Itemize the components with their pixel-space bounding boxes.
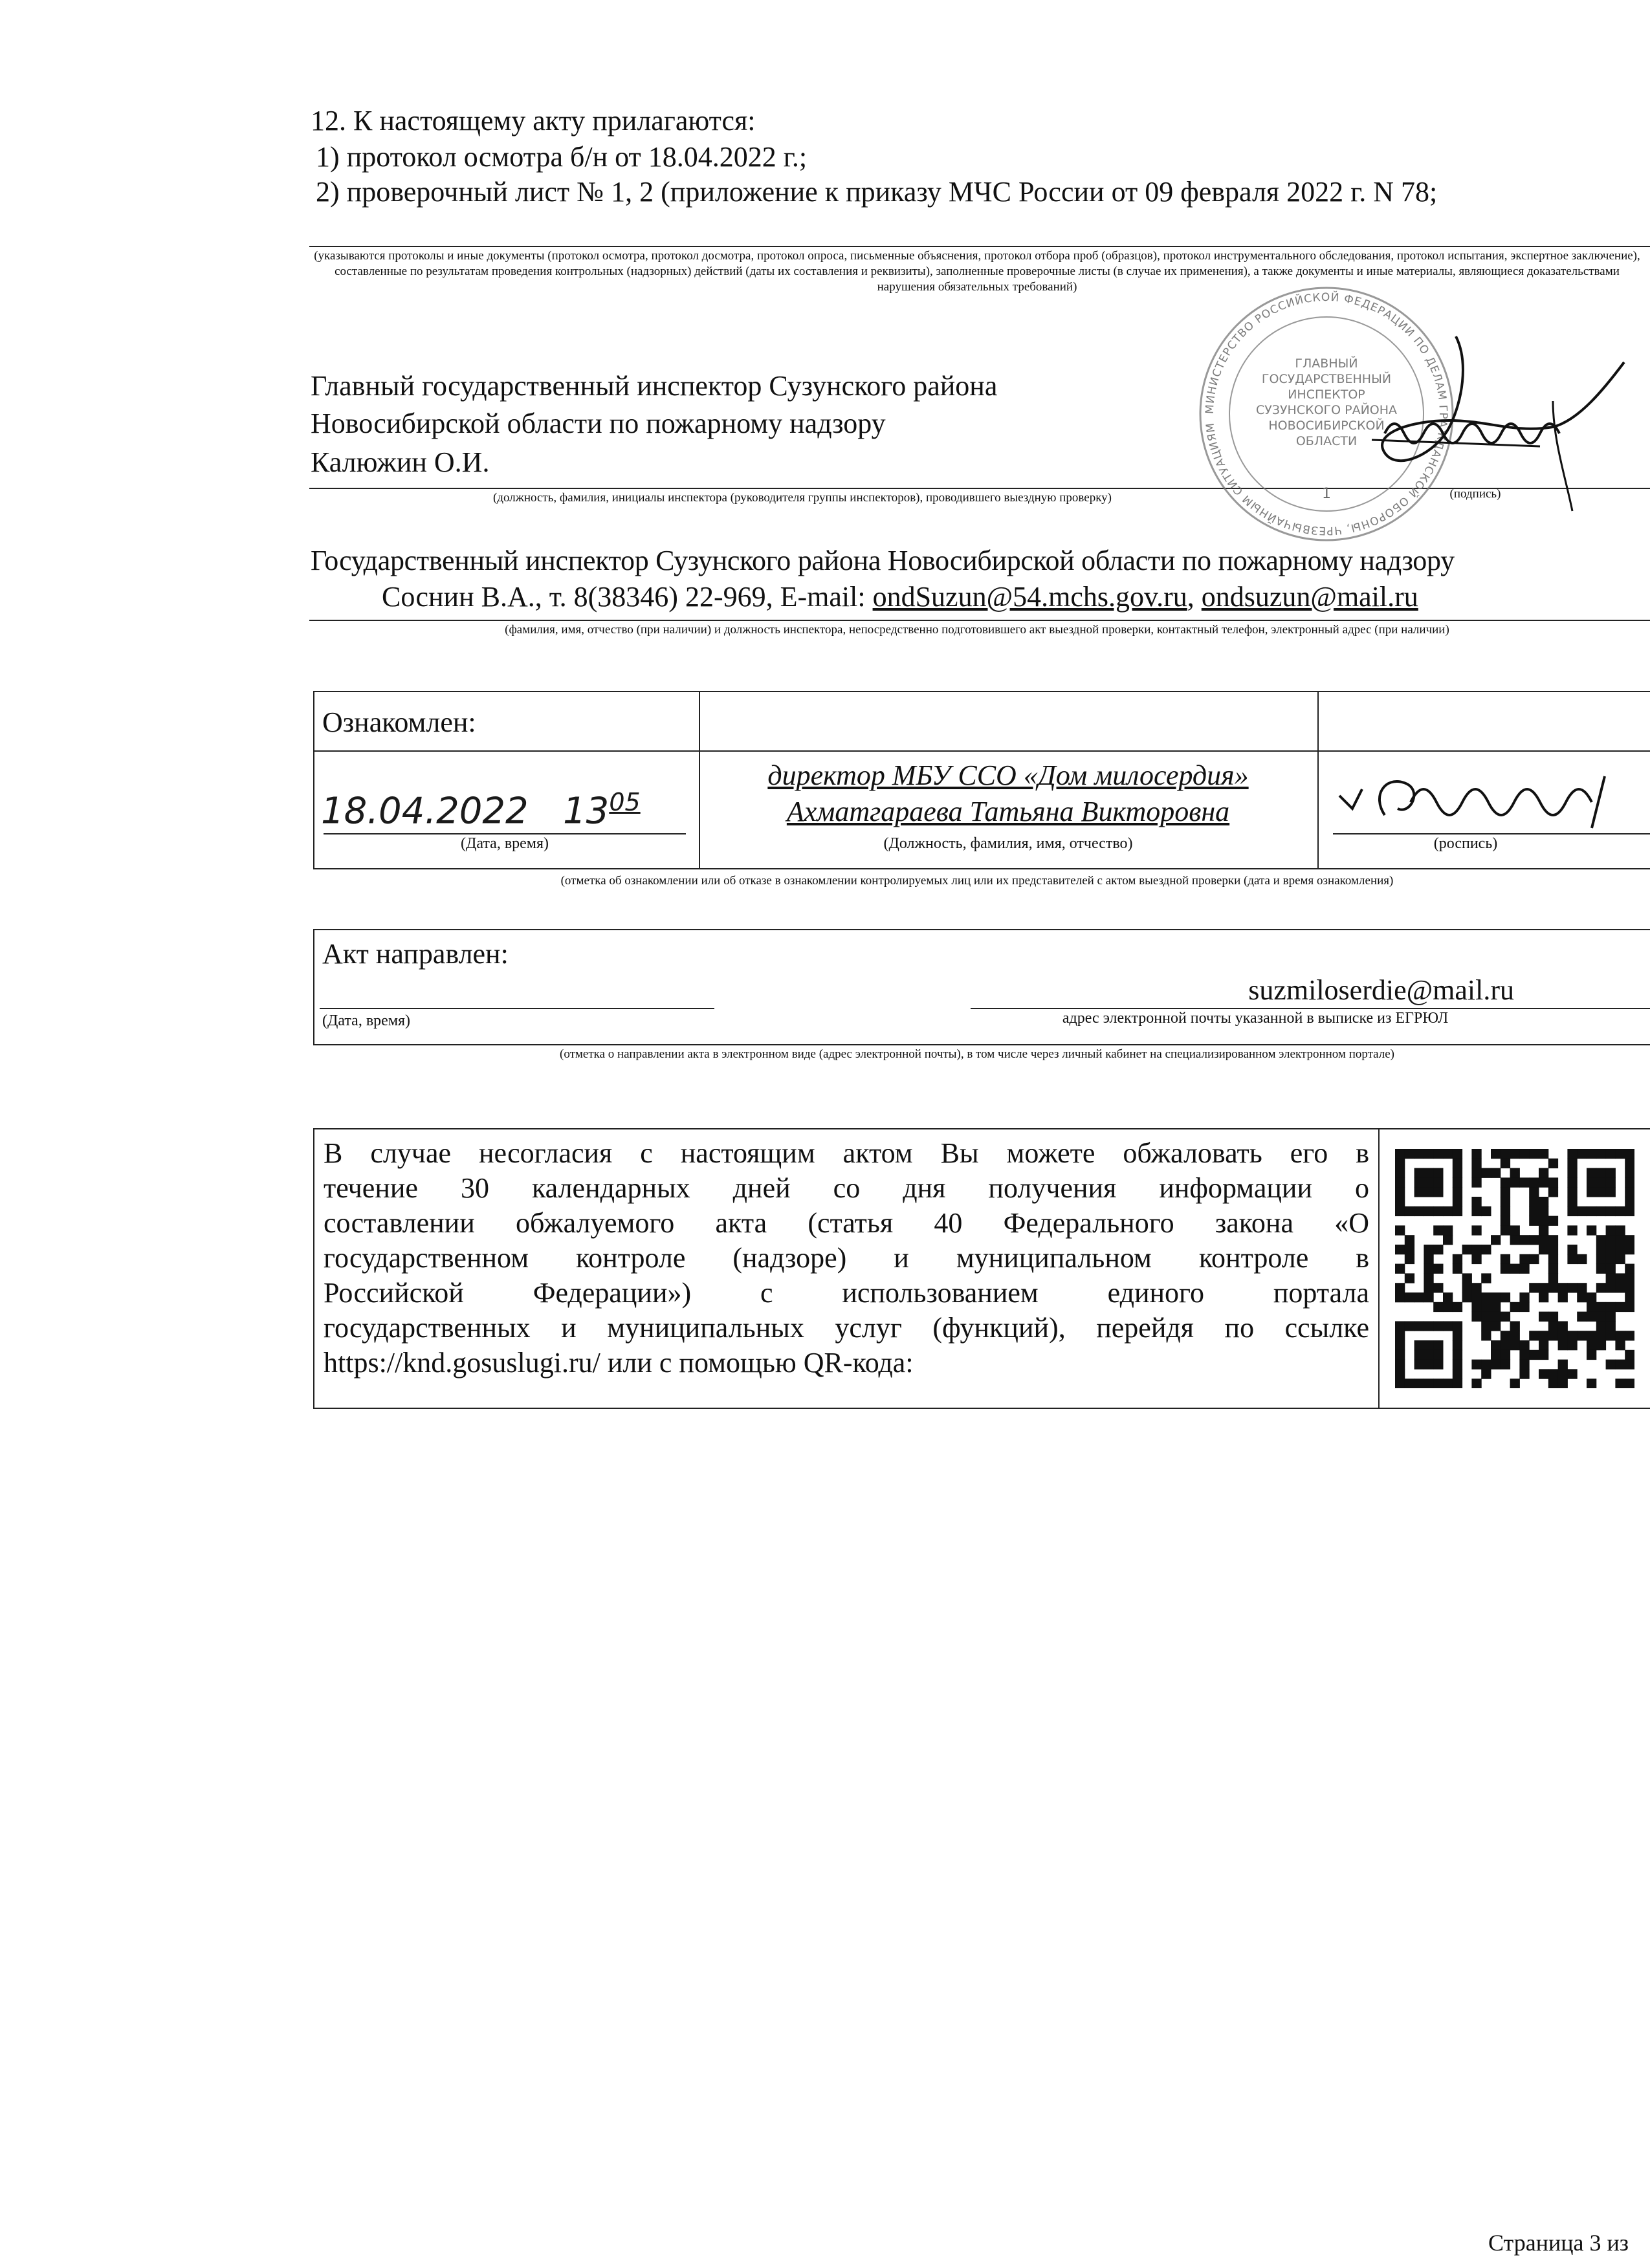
acquainted-date-caption: (Дата, время) bbox=[460, 835, 549, 852]
acquainted-col-divider-2 bbox=[1317, 691, 1319, 869]
acquainted-date-handwritten bbox=[321, 783, 641, 831]
appeal-line-4: государственном контроле (надзоре) и муниципальном контроле в bbox=[324, 1242, 1369, 1274]
acquainted-person-caption: (Должность, фамилия, имя, отчество) bbox=[883, 835, 1133, 852]
preparer-underline bbox=[309, 620, 1650, 621]
sent-left-line bbox=[313, 929, 314, 1044]
appeal-line-1: В случае несогласия с настоящим актом Вы можете обжаловать его в bbox=[324, 1137, 1369, 1169]
acquainted-position: директор МБУ ССО «Дом милосердия» bbox=[767, 759, 1249, 791]
appeal-line-5: Российской Федерации») с использованием единого портала bbox=[324, 1277, 1369, 1309]
preparer-line1: Государственный инспектор Сузунского района Новосибирской области по пожарному надзору bbox=[311, 545, 1455, 576]
chief-inspector-line1: Главный государственный инспектор Сузунского района bbox=[311, 370, 998, 402]
chief-inspector-line2: Новосибирской области по пожарному надзору bbox=[311, 408, 886, 439]
sent-note: (отметка о направлении акта в электронном виде (адрес электронной почты), в том числе через личный кабинет на специализированном электронном портале) bbox=[560, 1047, 1394, 1061]
preparer-email-2[interactable]: ondsuzun@mail.ru bbox=[1201, 581, 1418, 613]
acquainted-date-value: 18.04.2022 bbox=[321, 790, 529, 833]
preparer-contact: Соснин В.А., т. 8(38346) 22-969, E-mail: bbox=[382, 581, 873, 613]
sent-date-underline bbox=[320, 1008, 714, 1009]
sent-date-caption: (Дата, время) bbox=[322, 1012, 411, 1029]
preparer-caption: (фамилия, имя, отчество (при наличии) и должность инспектора, непосредственно подготовившего акт выездной проверки, контактный телефон, электронный адрес (при наличии) bbox=[505, 623, 1449, 637]
qr-code[interactable] bbox=[1395, 1149, 1634, 1388]
stamp-number: 1 bbox=[1322, 486, 1331, 502]
acquainted-col-divider-1 bbox=[699, 691, 700, 869]
attachments-underline bbox=[309, 246, 1650, 247]
sent-label: Акт направлен: bbox=[322, 938, 509, 970]
appeal-line-2: течение 30 календарных дней со дня получения информации о bbox=[324, 1172, 1369, 1204]
appeal-text bbox=[324, 1136, 1369, 1380]
preparer-line2 bbox=[382, 580, 1418, 615]
acquainted-signature bbox=[1333, 757, 1650, 834]
sent-email-caption: адрес электронной почты указанной в выписке из ЕГРЮЛ bbox=[1062, 1010, 1449, 1027]
chief-signature-caption: (подпись) bbox=[1449, 487, 1501, 501]
appeal-line-6: государственных и муниципальных услуг (функций), перейдя по ссылке bbox=[324, 1312, 1369, 1344]
page-number: Страница 3 из bbox=[1488, 2230, 1629, 2256]
acquainted-sign-caption: (роспись) bbox=[1433, 835, 1498, 852]
chief-inspector-name: Калюжин О.И. bbox=[311, 446, 490, 478]
email-separator: , bbox=[1187, 581, 1202, 613]
acquainted-time-hours: 13 bbox=[563, 790, 610, 833]
sent-top-line bbox=[313, 929, 1650, 930]
appeal-link-line[interactable]: https://knd.gosuslugi.ru/ или с помощью QR-кода: bbox=[324, 1347, 914, 1379]
stamp-center-text: ГЛАВНЫЙ ГОСУДАРСТВЕННЫЙ ИНСПЕКТОР СУЗУНСКОГО РАЙОНА НОВОСИБИРСКОЙ ОБЛАСТИ bbox=[1255, 356, 1398, 448]
stamp-outer-text: МИНИСТЕРСТВО РОССИЙСКОЙ ФЕДЕРАЦИИ ПО ДЕЛАМ ГРАЖДАНСКОЙ ОБОРОНЫ, ЧРЕЗВЫЧАЙНЫМ СИТУАЦИЯМ bbox=[1203, 290, 1450, 538]
chief-signature bbox=[1359, 323, 1631, 518]
acquainted-label: Ознакомлен: bbox=[322, 706, 476, 738]
acquainted-time-minutes: 05 bbox=[609, 788, 641, 816]
attachments-heading: 12. К настоящему акту прилагаются: bbox=[311, 105, 756, 136]
attachment-item-2: 2) проверочный лист № 1, 2 (приложение к приказу МЧС России от 09 февраля 2022 г. N 78; bbox=[316, 176, 1438, 208]
attachment-item-1: 1) протокол осмотра б/н от 18.04.2022 г.; bbox=[316, 141, 808, 173]
acquainted-note: (отметка об ознакомлении или об отказе в ознакомлении контролируемых лиц или их представителей с актом выездной проверки (дата и время ознакомления) bbox=[560, 874, 1394, 888]
acquainted-person: Ахматгараева Татьяна Викторовна bbox=[786, 796, 1230, 827]
sent-bottom-line bbox=[313, 1044, 1650, 1045]
chief-inspector-caption: (должность, фамилия, инициалы инспектора (руководителя группы инспекторов), проводившего выездную проверку) bbox=[492, 491, 1112, 505]
sent-email[interactable]: suzmiloserdie@mail.ru bbox=[1248, 974, 1514, 1006]
appeal-line-3: составлении обжалуемого акта (статья 40 Федерального закона «О bbox=[324, 1207, 1369, 1239]
attachments-note: (указываются протоколы и иные документы (протокол осмотра, протокол досмотра, протокол опроса, письменные объяснения, протокол отбора проб (образцов), протокол инструментального обследования, протокол испытания, экспертное заключение), составленные по результатам проведения контрольных (надзорных) действий (даты их составления и реквизиты), заполненные проверочные листы (в случае их применения), а также документы и иные материалы, являющиеся доказательствами нарушения обязательных требований) bbox=[314, 249, 1640, 294]
acquainted-row-divider bbox=[313, 750, 1650, 752]
appeal-qr-divider bbox=[1378, 1128, 1380, 1409]
preparer-email-1[interactable]: ondSuzun@54.mchs.gov.ru bbox=[872, 581, 1187, 613]
